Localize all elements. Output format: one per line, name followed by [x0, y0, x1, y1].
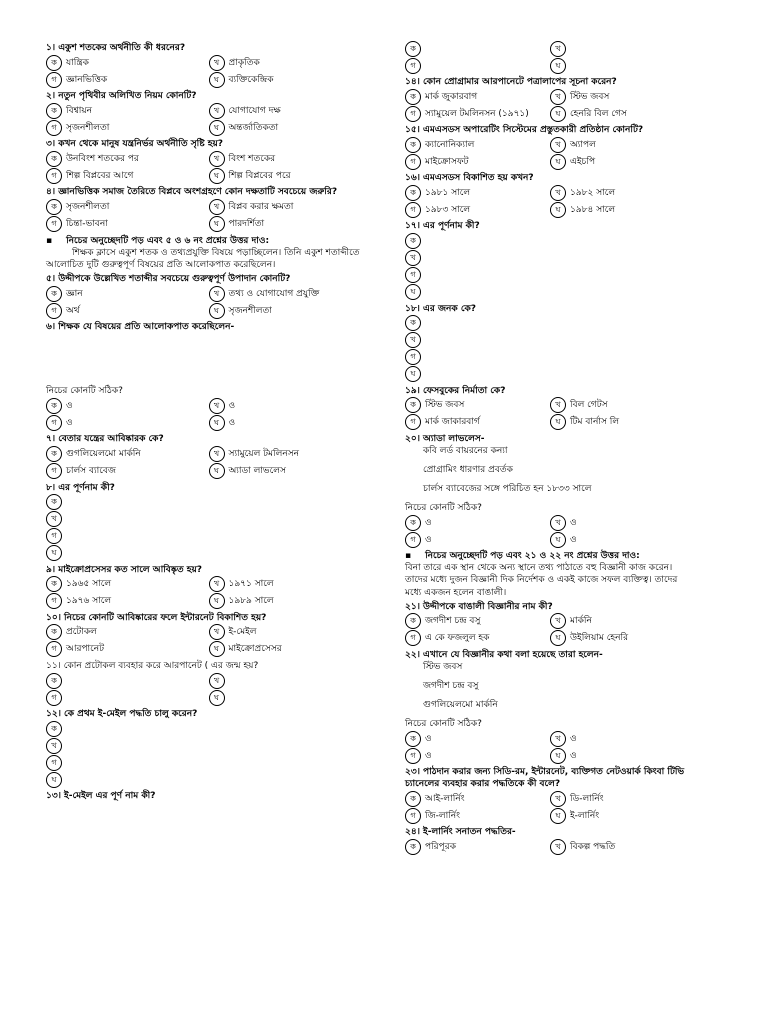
passage-1: শিক্ষক ক্লাসে একুশ শতক ও তথ্যপ্রযুক্তি বিষয়ে পড়াচ্ছিলেন। তিনি একুশ শতাব্দীতে আলোচিত দুটি গুরুত্বপূর্ণ বিষয়ের প্রতি আলোকপাত করেছিলেন। — [46, 247, 360, 270]
options-q20: ক ও খ ও গ ও ঘ ও — [405, 514, 695, 548]
question-1: ১। একুশ শতকের অর্থনীতি কী ধরনের? — [46, 43, 186, 53]
statement: স্টিভ জবস — [423, 661, 463, 672]
question-14: ১৪। কোন প্রোগ্রামার আরপানেটে পত্রালাপের সূচনা করেন? — [405, 77, 617, 87]
question-6: ৬। শিক্ষক যে বিষয়ের প্রতি আলোকপাত করেছিলেন- — [46, 322, 235, 333]
options-q19: ক স্টিভ জবস খ বিল গেটস গ মার্ক জাকারবার্গ ঘ টিম বার্নাস লি — [405, 397, 695, 431]
options-q21: ক জগদীশ চন্দ্র বসু খ মার্কনি গ এ কে ফজলুল হক ঘ উইলিয়াম হেনরি — [405, 613, 695, 647]
options-q23: ক আই-লার্নিং খ ডি-লার্নিং গ জি-লার্নিং ঘ ই-লার্নিং — [405, 790, 695, 824]
options-q17: ক খ গ ঘ — [405, 233, 695, 301]
question-21: ২১। উদ্দীপকে বাঙালী বিজ্ঞানীর নাম কী? — [405, 601, 553, 612]
question-24: ২৪। ই-লার্নিং সনাতন পদ্ধতির- — [405, 827, 516, 838]
question-8: ৮। এর পূর্ণনাম কী? — [46, 482, 115, 493]
options-q7: ক গুগলিয়েলমো মার্কনি খ স্যামুয়েল টমলিনসন গ চার্লস ব্যাবেজ ঘ অ্যাডা লাভলেস — [46, 446, 371, 480]
passage-instruction-1: ▪ নিচের অনুচ্ছেদটি পড় এবং ৫ ও ৬ নং প্রশ্নের উত্তর দাও: — [46, 235, 371, 247]
which-correct-22: নিচের কোনটি সঠিক? — [405, 718, 482, 729]
statement: কবি লর্ড বায়রনের কন্যা — [423, 445, 508, 456]
statement: গুগলিয়েলমো মার্কনি — [423, 699, 498, 710]
question-13: ১৩। ই-মেইল এর পূর্ণ নাম কী? — [46, 791, 156, 802]
question-22: ২২। এখানে যে বিজ্ঞানীর কথা বলা হয়েছে তারা হলেন- — [405, 649, 603, 660]
question-12: ১২। কে প্রথম ই-মেইল পদ্ধতি চালু করেন? — [46, 709, 198, 720]
question-23: ২৩। পাঠদান করার জন্য সিডি-রম, ইন্টারনেট, ব্যক্তিগত নেটওয়ার্ক কিংবা টিভি চ্যানেলের ব্যবহার করার পদ্ধতিকে কী বলে? — [405, 767, 685, 790]
statement: প্রোগ্রামিং ধারণার প্রবর্তক — [423, 464, 513, 475]
options-q15: ক ক্যানোনিক্যাল খ অ্যাপল গ মাইক্রোসফট ঘ এইচপি — [405, 136, 695, 170]
options-q8: ক খ গ ঘ — [46, 494, 371, 562]
question-9: ৯। মাইক্রোপ্রসেসর কত সালে আবিষ্কৃত হয়? — [46, 564, 202, 575]
right-column — [405, 40, 695, 856]
options-q3: ক উনবিংশ শতকের পর খ বিংশ শতকের গ শিল্প বিপ্লবের আগে ঘ শিল্প বিপ্লবের পরে — [46, 150, 371, 184]
options-q24: ক পরিপূরক খ বিকল্প পদ্ধতি — [405, 839, 695, 856]
blank-space — [46, 333, 371, 385]
options-q9: ক ১৯৬৫ সালে খ ১৯৭১ সালে গ ১৯৭৬ সালে ঘ ১৯৮৯ সালে — [46, 576, 371, 610]
question-19: ১৯। ফেসবুকের নির্মাতা কে? — [405, 385, 506, 396]
options-q13: ক খ গ ঘ — [405, 40, 695, 74]
question-7: ৭। বেতার যন্ত্রের আবিষ্কারক কে? — [46, 434, 164, 445]
which-correct-20: নিচের কোনটি সঠিক? — [405, 502, 482, 513]
question-17: ১৭। এর পূর্ণনাম কী? — [405, 221, 480, 232]
left-column — [46, 40, 371, 802]
statement: জগদীশ চন্দ্র বসু — [423, 680, 479, 691]
question-20: ২০। অ্যাডা লাভলেস- — [405, 433, 485, 444]
options-q10: ক প্রটোকল খ ই-মেইল গ আরপানেট ঘ মাইক্রোপ্রসেসর — [46, 624, 371, 658]
question-15: ১৫। এমএসডস অপারেটিং সিস্টেমের প্রস্তুতকারী প্রতিষ্ঠান কোনটি? — [405, 125, 644, 136]
options-q16: ক ১৯৮১ সালে খ ১৯৮২ সালে গ ১৯৮৩ সালে ঘ ১৯৮৪ সালে — [405, 184, 695, 218]
passage-2: বিনা তারে এক স্থান থেকে অন্য স্থানে তথ্য পাঠাতে বহু বিজ্ঞানী কাজ করেন। তাদের মধ্যে দুজন বিজ্ঞানী দিক নির্দেশক ও একই কাজে সফল ব্যক্তিত্ব। তাদের মধ্যে একজন হলেন বাঙালী। — [405, 563, 678, 598]
options-q6: ক ও খ ও গ ও ঘ ও — [46, 397, 371, 431]
question-3: ৩। কখন থেকে মানুষ যন্ত্রনির্ভর অর্থনীতি সৃষ্টি হয়? — [46, 139, 224, 150]
passage-instruction-2: ▪ নিচের অনুচ্ছেদটি পড় এবং ২১ ও ২২ নং প্রশ্নের উত্তর দাও: — [405, 550, 695, 562]
question-11: ১১। কোন প্রটোকল ব্যবহার করে আরপানেট ( এর জন্ম হয়? — [46, 660, 259, 671]
question-10: ১০। নিচের কোনটি আবিষ্কারের ফলে ইন্টারনেট বিকাশিত হয়? — [46, 612, 267, 623]
options-q2: ক বিশ্বায়ন খ যোগাযোগ দক্ষ গ সৃজনশীলতা ঘ অন্তর্জাতিকতা — [46, 102, 371, 136]
question-5: ৫। উদ্দীপকে উল্লেখিত শতাব্দীর সবচেয়ে গুরুত্বপূর্ণ উপাদান কোনটি? — [46, 273, 291, 284]
which-correct-6: নিচের কোনটি সঠিক? — [46, 386, 123, 397]
options-q22: ক ও খ ও গ ও ঘ ও — [405, 730, 695, 764]
options-q12: ক খ গ ঘ — [46, 720, 371, 788]
options-q14: ক মার্ক জুকারবাগ খ স্টিভ জবস গ স্যামুয়েল টমলিনসন (১৯৭১) ঘ হেনরি বিল গেস — [405, 88, 695, 122]
options-q4: ক সৃজনশীলতা খ বিপ্লব করার ক্ষমতা গ চিন্তা-ভাবনা ঘ পারদর্শিতা — [46, 199, 371, 233]
options-q1: ক যান্ত্রিক খ প্রাকৃতিক গ জ্ঞানভিত্তিক ঘ ব্যক্তিকেন্দ্রিক — [46, 54, 371, 88]
options-q18: ক খ গ ঘ — [405, 315, 695, 383]
question-18: ১৮। এর জনক কে? — [405, 303, 476, 314]
statement: চার্লস ব্যাবেজের সঙ্গে পরিচিত হন ১৮৩৩ সালে — [423, 483, 592, 494]
question-2: ২। নতুন পৃথিবীর অলিখিত নিয়ম কোনটি? — [46, 91, 197, 102]
question-16: ১৬। এমএসডস বিকাশিত হয় কখন? — [405, 173, 534, 184]
options-q5: ক জ্ঞান খ তথ্য ও যোগাযোগ প্রযুক্তি গ অর্থ ঘ সৃজনশীলতা — [46, 285, 371, 319]
question-4: ৪। জ্ঞানভিত্তিক সমাজ তৈরিতে বিপ্লবে অংশগ্রহণে কোন দক্ষতাটি সবচেয়ে জরুরি? — [46, 187, 338, 198]
options-q11: ক খ গ ঘ — [46, 672, 371, 706]
